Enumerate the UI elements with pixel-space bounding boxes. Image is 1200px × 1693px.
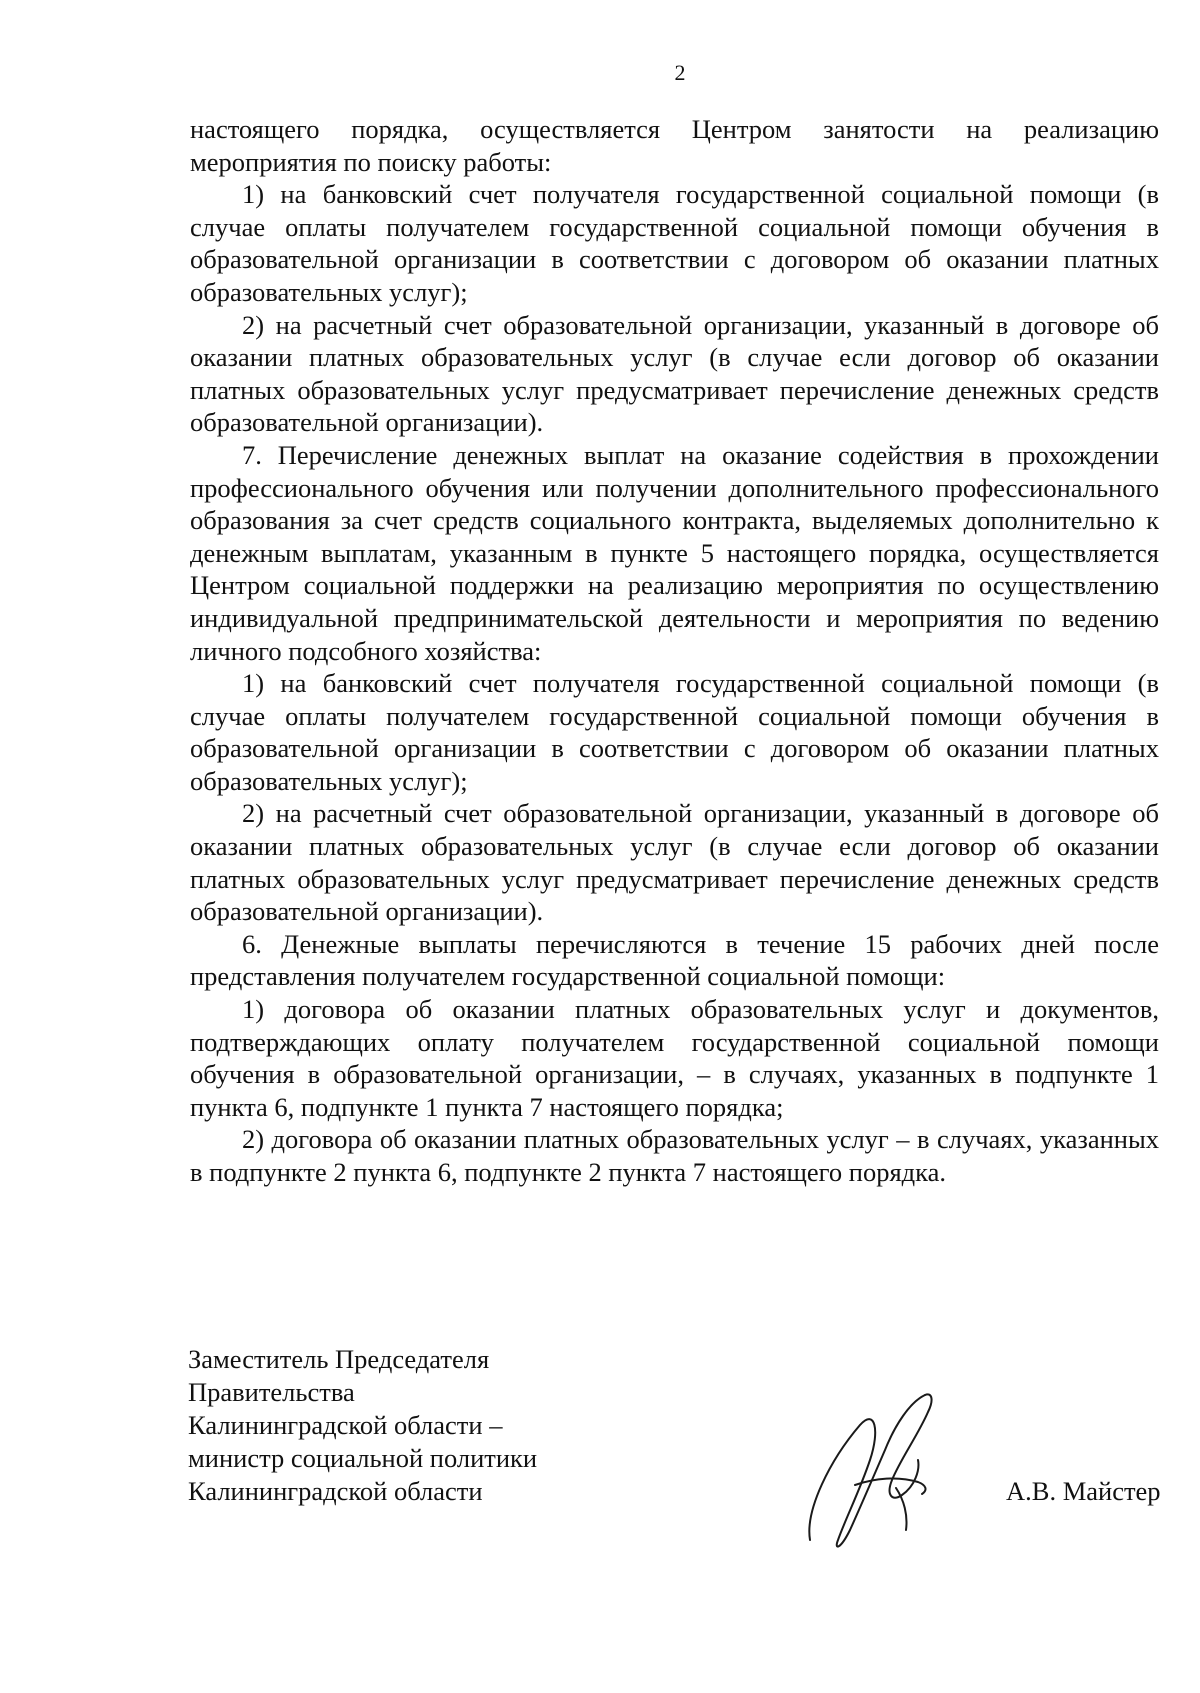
paragraph: 1) договора об оказании платных образовательных услуг и документов, подтверждающих оплату получателем государственной социальной помощи обучения в образовательной организации, – в случаях, указанных в подпункте 1 пункта 6, подпункте 1 пункта 7 настоящего порядка; bbox=[190, 994, 1159, 1122]
paragraph: 7. Перечисление денежных выплат на оказание содействия в прохождении профессионального обучения или получении дополнительного профессионального образования за счет средств социального контракта, выделяемых дополнительно к денежным выплатам, указанным в пункте 5 настоящего порядка, осуществляется Центром социальной поддержки на реализацию мероприятия по осуществлению индивидуальной предпринимательской деятельности и мероприятия по ведению личного подсобного хозяйства: bbox=[190, 439, 1159, 666]
paragraph: 1) на банковский счет получателя государственной социальной помощи (в случае оплаты получателем государственной социальной помощи обучения в образовательной организации в соответствии с договором об оказании платных образовательных услуг); bbox=[190, 179, 1159, 307]
paragraph: настоящего порядка, осуществляется Центром занятости на реализацию мероприятия по поиску работы: bbox=[190, 114, 1159, 177]
handwritten-signature-icon bbox=[800, 1390, 950, 1555]
signatory-name: А.В. Майстер bbox=[1006, 1476, 1161, 1506]
paragraph: 1) на банковский счет получателя государственной социальной помощи (в случае оплаты получателем государственной социальной помощи обучения в образовательной организации в соответствии с договором об оказании платных образовательных услуг); bbox=[190, 668, 1159, 796]
paragraph: 2) договора об оказании платных образовательных услуг – в случаях, указанных в подпункте 2 пункта 6, подпункте 2 пункта 7 настоящего порядка. bbox=[190, 1124, 1159, 1187]
signatory-title-line: Заместитель Председателя bbox=[188, 1344, 490, 1374]
paragraph: 6. Денежные выплаты перечисляются в течение 15 рабочих дней после представления получателем государственной социальной помощи: bbox=[190, 928, 1159, 992]
signatory-title-line: Калининградской области – bbox=[188, 1410, 503, 1440]
document-body bbox=[190, 113, 1159, 1189]
page-number: 2 bbox=[674, 60, 686, 85]
signatory-title bbox=[188, 1343, 537, 1508]
paragraph: 2) на расчетный счет образовательной организации, указанный в договоре об оказании платных образовательных услуг (в случае если договор об оказании платных образовательных услуг предусматривает перечисление денежных средств образовательной организации). bbox=[190, 798, 1159, 927]
signatory-title-line: Калининградской области bbox=[188, 1476, 483, 1506]
paragraph: 2) на расчетный счет образовательной организации, указанный в договоре об оказании платных образовательных услуг (в случае если договор об оказании платных образовательных услуг предусматривает перечисление денежных средств образовательной организации). bbox=[190, 309, 1159, 438]
signatory-title-line: Правительства bbox=[188, 1377, 355, 1407]
signatory-title-line: министр социальной политики bbox=[188, 1443, 538, 1473]
